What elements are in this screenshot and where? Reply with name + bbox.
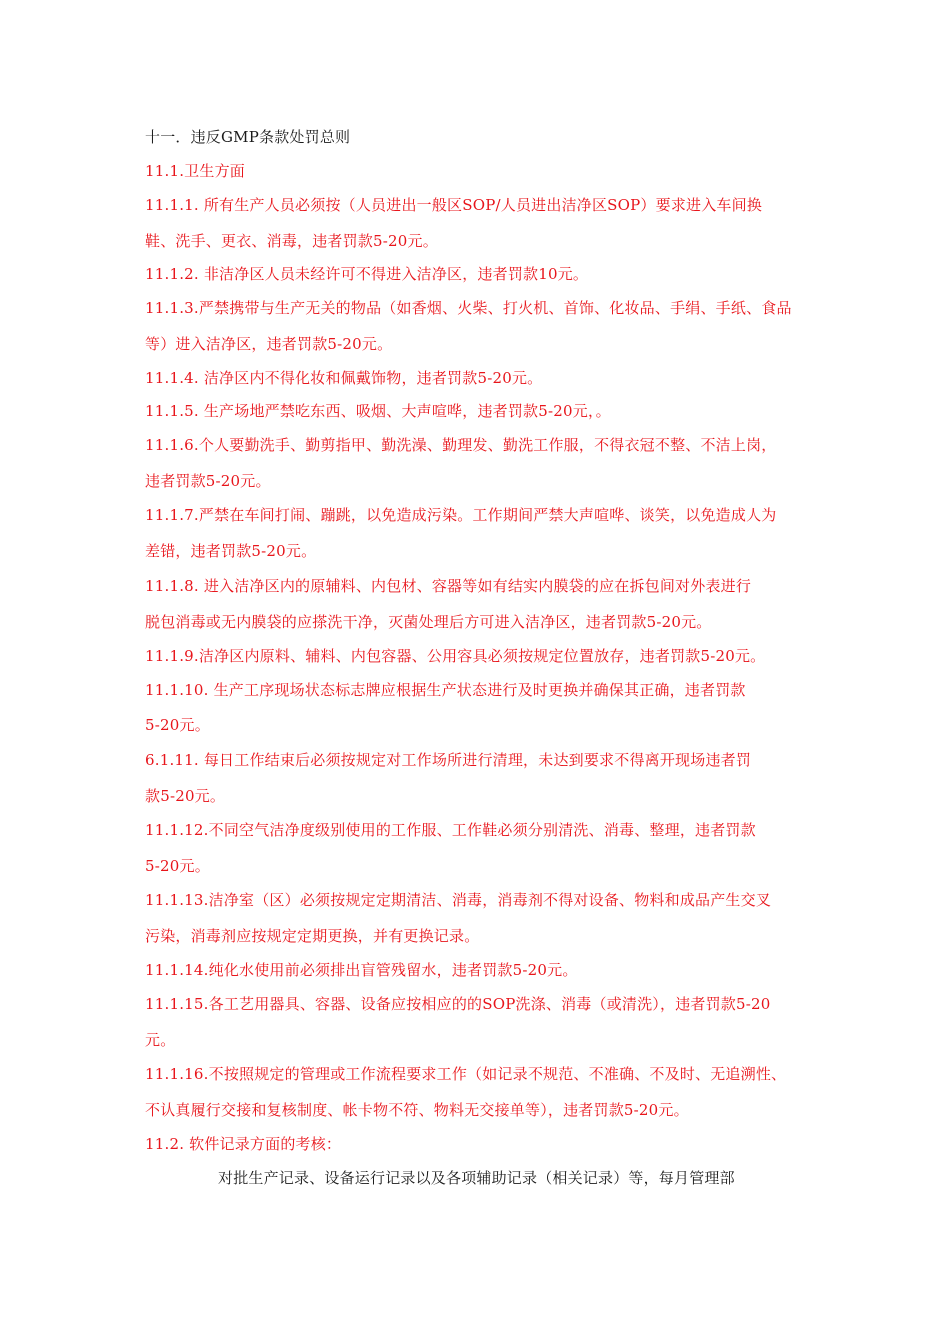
line-6-1-11-b: 款5-20元。	[145, 787, 226, 805]
line-11-1-7-b: 差错，违者罚款5-20元。	[145, 542, 317, 560]
line-11-1-9: 11.1.9.洁净区内原料、辅料、内包容器、公用容具必须按规定位置放存，违者罚款5-20元。	[145, 647, 766, 665]
line-11-1-10-a: 11.1.10. 生产工序现场状态标志牌应根据生产状态进行及时更换并确保其正确，违者罚款	[145, 681, 746, 699]
line-11-2: 11.2. 软件记录方面的考核：	[145, 1135, 342, 1153]
document-heading: 十一．违反GMP条款处罚总则	[145, 128, 351, 146]
line-11-1-1-b: 鞋、洗手、更衣、消毒，违者罚款5-20元。	[145, 232, 438, 250]
line-11-1-6-a: 11.1.6.个人要勤洗手、勤剪指甲、勤洗澡、勤理发、勤洗工作服，不得衣冠不整、不洁上岗，	[145, 436, 777, 454]
line-11-1-12-b: 5-20元。	[145, 857, 210, 875]
line-11-1-13-a: 11.1.13.洁净室（区）必须按规定定期清洁、消毒，消毒剂不得对设备、物料和成品产生交叉	[145, 891, 772, 909]
line-11-1-3-a: 11.1.3.严禁携带与生产无关的物品（如香烟、火柴、打火机、首饰、化妆品、手绢、手纸、食品	[145, 299, 792, 317]
line-11-2-body: 对批生产记录、设备运行记录以及各项辅助记录（相关记录）等，每月管理部	[218, 1169, 735, 1187]
line-11-1-8-a: 11.1.8. 进入洁净区内的原辅料、内包材、容器等如有结实内膜袋的应在拆包间对外表进行	[145, 577, 752, 595]
line-11-1: 11.1.卫生方面	[145, 162, 245, 180]
line-11-1-6-b: 违者罚款5-20元。	[145, 472, 271, 490]
line-11-1-3-b: 等）进入洁净区，违者罚款5-20元。	[145, 335, 393, 353]
line-11-1-15-a: 11.1.15.各工艺用器具、容器、设备应按相应的的SOP洗涤、消毒（或清洗），违者罚款5-20	[145, 995, 771, 1013]
line-11-1-14: 11.1.14.纯化水使用前必须排出盲管残留水，违者罚款5-20元。	[145, 961, 578, 979]
line-11-1-13-b: 污染，消毒剂应按规定定期更换，并有更换记录。	[145, 927, 480, 945]
line-11-1-12-a: 11.1.12.不同空气洁净度级别使用的工作服、工作鞋必须分别清洗、消毒、整理，违者罚款	[145, 821, 756, 839]
line-11-1-10-b: 5-20元。	[145, 716, 210, 734]
line-11-1-8-b: 脱包消毒或无内膜袋的应搽洗干净，灭菌处理后方可进入洁净区，违者罚款5-20元。	[145, 613, 712, 631]
line-11-1-7-a: 11.1.7.严禁在车间打闹、蹦跳，以免造成污染。工作期间严禁大声喧哗、谈笑，以免造成人为	[145, 506, 777, 524]
line-11-1-16-a: 11.1.16.不按照规定的管理或工作流程要求工作（如记录不规范、不准确、不及时、无追溯性、	[145, 1065, 787, 1083]
line-6-1-11-a: 6.1.11. 每日工作结束后必须按规定对工作场所进行清理，未达到要求不得离开现场违者罚	[145, 751, 752, 769]
line-11-1-16-b: 不认真履行交接和复核制度、帐卡物不符、物料无交接单等），违者罚款5-20元。	[145, 1101, 689, 1119]
line-11-1-5: 11.1.5. 生产场地严禁吃东西、吸烟、大声喧哗，违者罚款5-20元，。	[145, 402, 611, 420]
line-11-1-2: 11.1.2. 非洁净区人员未经许可不得进入洁净区，违者罚款10元。	[145, 265, 589, 283]
line-11-1-4: 11.1.4. 洁净区内不得化妆和佩戴饰物，违者罚款5-20元。	[145, 369, 543, 387]
line-11-1-15-b: 元。	[145, 1031, 176, 1049]
line-11-1-1-a: 11.1.1. 所有生产人员必须按（人员进出一般区SOP/人员进出洁净区SOP）要求进入车间换	[145, 196, 763, 214]
